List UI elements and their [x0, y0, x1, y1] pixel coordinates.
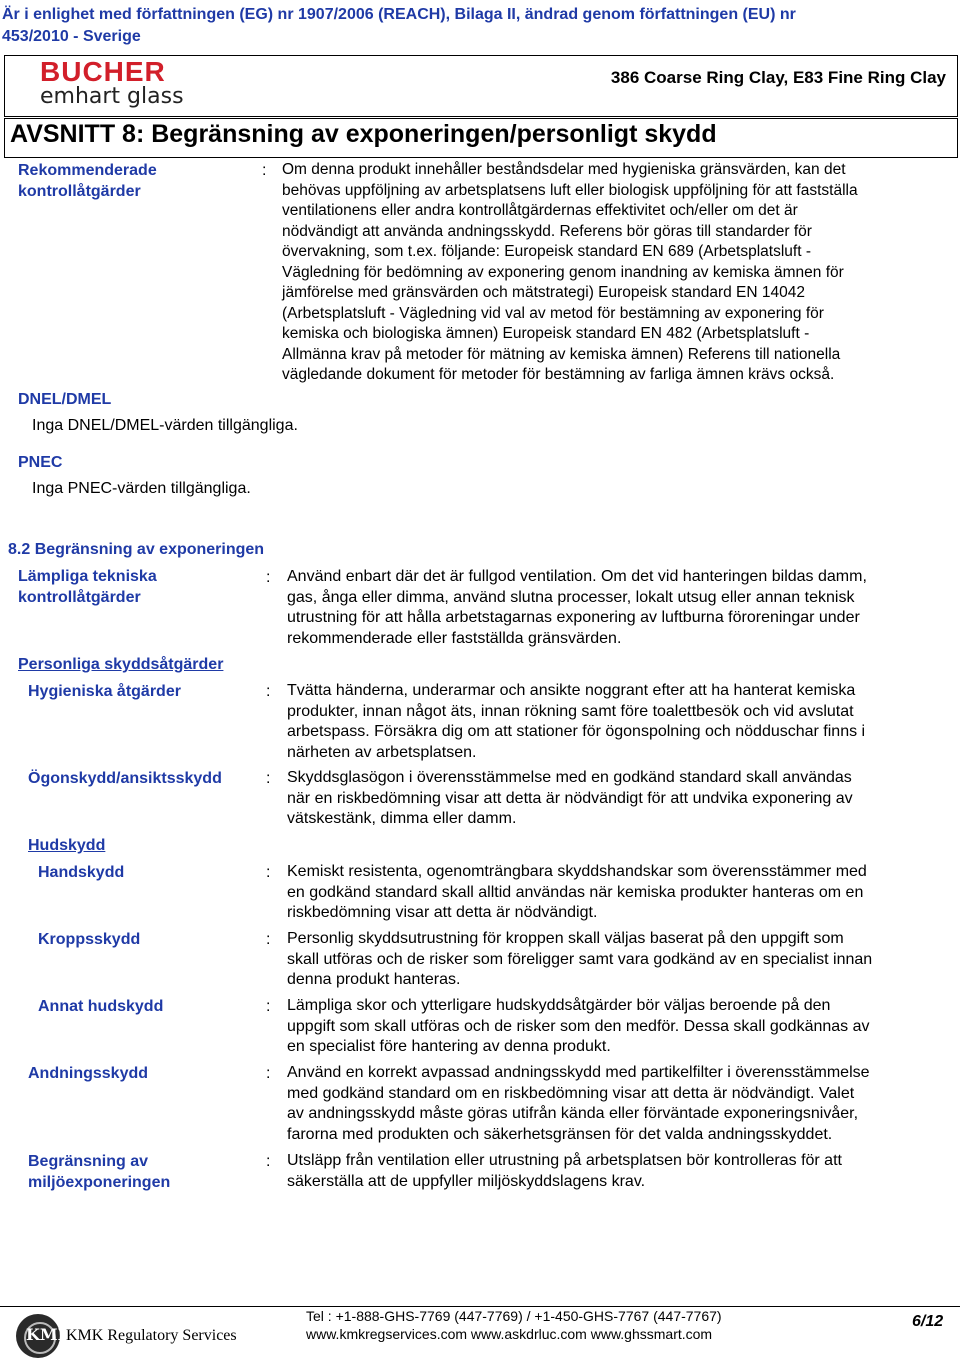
controls-label [18, 160, 157, 202]
env-exposure-label [28, 1151, 170, 1193]
colon: : [266, 864, 271, 881]
pnec-text: Inga PNEC-värden tillgängliga. [32, 480, 251, 497]
logo-subtitle: emhart glass [40, 84, 184, 109]
text-line: av andningsskydd måste göras utifrån kända eller förväntade exponeringsnivåer, [287, 1105, 859, 1122]
text-line: närheten av arbetsplatsen. [287, 743, 477, 761]
hygiene-text [287, 681, 952, 763]
text-line: när en riskbedömning visar att detta är nödvändigt för att undvika exponering av [287, 789, 853, 807]
controls-text [282, 160, 952, 386]
colon: : [262, 162, 267, 179]
footer-phone: Tel : +1-888-GHS-7769 (447-7769) / +1-450-GHS-7767 (447-7767) [306, 1308, 722, 1324]
logo-brand: BUCHER [40, 56, 166, 87]
footer-contact [306, 1307, 722, 1343]
regulation-line-1: Är i enlighet med författningen (EG) nr 1907/2006 (REACH), Bilaga II, ändrad genom författningen (EU) nr [2, 6, 796, 23]
colon: : [266, 998, 271, 1015]
text-line: Vägledning för bedömning av exponering genom inandning av kemiska ämnen för [282, 263, 844, 281]
text-line: Om denna produkt innehåller beståndsdelar med hygieniska gränsvärden, kan det [282, 161, 846, 178]
colon: : [266, 1065, 271, 1082]
text-line: Använd enbart där det är fullgod ventilation. Om det vid hanteringen bildas damm, [287, 568, 867, 585]
subsection-title: 8.2 Begränsning av exponeringen [8, 541, 265, 558]
hygiene-label: Hygieniska åtgärder [28, 683, 181, 700]
text-line: Kemiskt resistenta, ogenomträngbara skyddshandskar som överensstämmer med [287, 863, 867, 880]
env-exposure-text [287, 1151, 952, 1192]
text-line: säkerställa att de uppfyller miljöskyddslagens krav. [287, 1172, 646, 1190]
eng-label-line-1: Lämpliga tekniska [18, 568, 157, 585]
text-line: Lämpliga skor och ytterligare hudskyddsåtgärder bör väljas beroende på den [287, 997, 831, 1014]
text-line: rekommenderade eller fastställda gränsvärden. [287, 629, 622, 647]
dnel-label: DNEL/DMEL [18, 391, 112, 408]
text-line: skall utföras och de risker som föreligger samt vara godkänd av en specialist innan [287, 950, 873, 968]
text-line: ventilationens eller andra kontrollåtgärdernas effektivitet och/eller om det är [282, 202, 798, 219]
other-skin-protection-text [287, 996, 952, 1058]
text-line: vägledande dokument för metoder för bestämning av farliga ämnen krävs också. [282, 366, 835, 383]
footer-websites: www.kmkregservices.com www.askdrluc.com www.ghssmart.com [306, 1326, 713, 1342]
text-line: farorna med produkten och säkerhetsgränsen för det valda andningsskyddet. [287, 1125, 833, 1143]
eye-protection-text [287, 768, 952, 830]
text-line: nödvändigt att använda andningsskydd. Referens bör göras till standarder för [282, 222, 812, 240]
page-number: 6/12 [912, 1313, 944, 1330]
regulation-header [0, 4, 960, 48]
hand-protection-text [287, 862, 952, 924]
text-line: gas, ånga eller dimma, använd slutna processer, lokalt utsug eller annan teknisk [287, 588, 855, 606]
skin-protection-label: Hudskydd [28, 837, 106, 854]
controls-label-line-1: Rekommenderade [18, 162, 157, 179]
colon: : [266, 683, 271, 700]
colon: : [266, 931, 271, 948]
colon: : [266, 770, 271, 787]
ppe-label: Personliga skyddsåtgärder [18, 656, 224, 673]
kmk-logo-letters: KMK [26, 1325, 72, 1344]
text-line: en godkänd standard skall alltid användas när kemiska produkter hanteras om en [287, 883, 864, 901]
env-label-line-1: Begränsning av [28, 1153, 149, 1170]
eng-controls-label [18, 566, 157, 608]
text-line: produkter, innan något äts, innan rökning samt före toalettbesök och vid avslutat [287, 702, 854, 720]
eye-protection-label: Ögonskydd/ansiktsskydd [28, 770, 222, 787]
other-skin-protection-label: Annat hudskydd [38, 998, 164, 1015]
text-line: utrustning för att hålla arbetstagarnas exponering av luftburna föroreningar under [287, 609, 860, 626]
text-line: jämförelse med gränsvärden och mätstrategi) Europeisk standard EN 14042 [282, 284, 805, 301]
eng-controls-text [287, 567, 952, 649]
body-protection-label: Kroppsskydd [38, 931, 141, 948]
product-name: 386 Coarse Ring Clay, E83 Fine Ring Clay [610, 68, 946, 87]
regulation-line-2: 453/2010 - Sverige [2, 28, 141, 45]
text-line: uppgift som skall utföras och de risker som den medför. Dessa skall godkännas av [287, 1017, 870, 1035]
colon: : [266, 1153, 271, 1170]
pnec-label: PNEC [18, 454, 63, 471]
text-line: kemiska och biologiska ämnen) Europeisk standard EN 482 (Arbetsplatsluft - [282, 325, 810, 342]
respiratory-protection-label: Andningsskydd [28, 1065, 149, 1082]
text-line: Utsläpp från ventilation eller utrustning på arbetsplatsen bör kontrolleras för att [287, 1152, 842, 1169]
text-line: övervakning, som t.ex. följande: Europeisk standard EN 689 (Arbetsplatsluft - [282, 243, 811, 260]
body-protection-text [287, 929, 952, 991]
text-line: denna produkt hanteras. [287, 971, 461, 988]
text-line: en specialist före hantering av denna produkt. [287, 1038, 611, 1055]
env-label-line-2: miljöexponeringen [28, 1174, 171, 1191]
dnel-text: Inga DNEL/DMEL-värden tillgängliga. [32, 417, 298, 434]
text-line: Allmänna krav på metoder för mätning av kemiska ämnen) Referens till nationella [282, 345, 841, 363]
text-line: Personlig skyddsutrustning för kroppen skall väljas baserat på den uppgift som [287, 930, 844, 947]
text-line: (Arbetsplatsluft - Vägledning vid val av metod för bestämning av exponering för [282, 304, 824, 322]
hand-protection-label: Handskydd [38, 864, 125, 881]
text-line: vätskestänk, dimma eller damm. [287, 810, 517, 827]
text-line: Tvätta händerna, underarmar och ansikte noggrant efter att ha hanterat kemiska [287, 682, 856, 699]
text-line: Använd en korrekt avpassad andningsskydd med partikelfilter i överensstämmelse [287, 1064, 870, 1081]
respiratory-protection-text [287, 1063, 952, 1145]
text-line: med godkänd standard om en riskbedömning visar att detta är nödvändigt. Valet [287, 1084, 855, 1102]
section-title: AVSNITT 8: Begränsning av exponeringen/personligt skydd [10, 120, 717, 148]
eng-label-line-2: kontrollåtgärder [18, 589, 141, 606]
text-line: riskbedömning visar att detta är nödvändigt. [287, 904, 598, 921]
text-line: behövas uppföljning av arbetsplatsens luft eller biologisk uppföljning för att fastställa [282, 181, 858, 199]
footer-company-name: KMK Regulatory Services [66, 1327, 237, 1344]
text-line: arbetspass. Försäkra dig om att stationer för ögonspolning och nödduschar finns i [287, 723, 866, 740]
controls-label-line-2: kontrollåtgärder [18, 183, 141, 200]
text-line: Skyddsglasögon i överensstämmelse med en godkänd standard skall användas [287, 769, 852, 786]
colon: : [266, 569, 271, 586]
